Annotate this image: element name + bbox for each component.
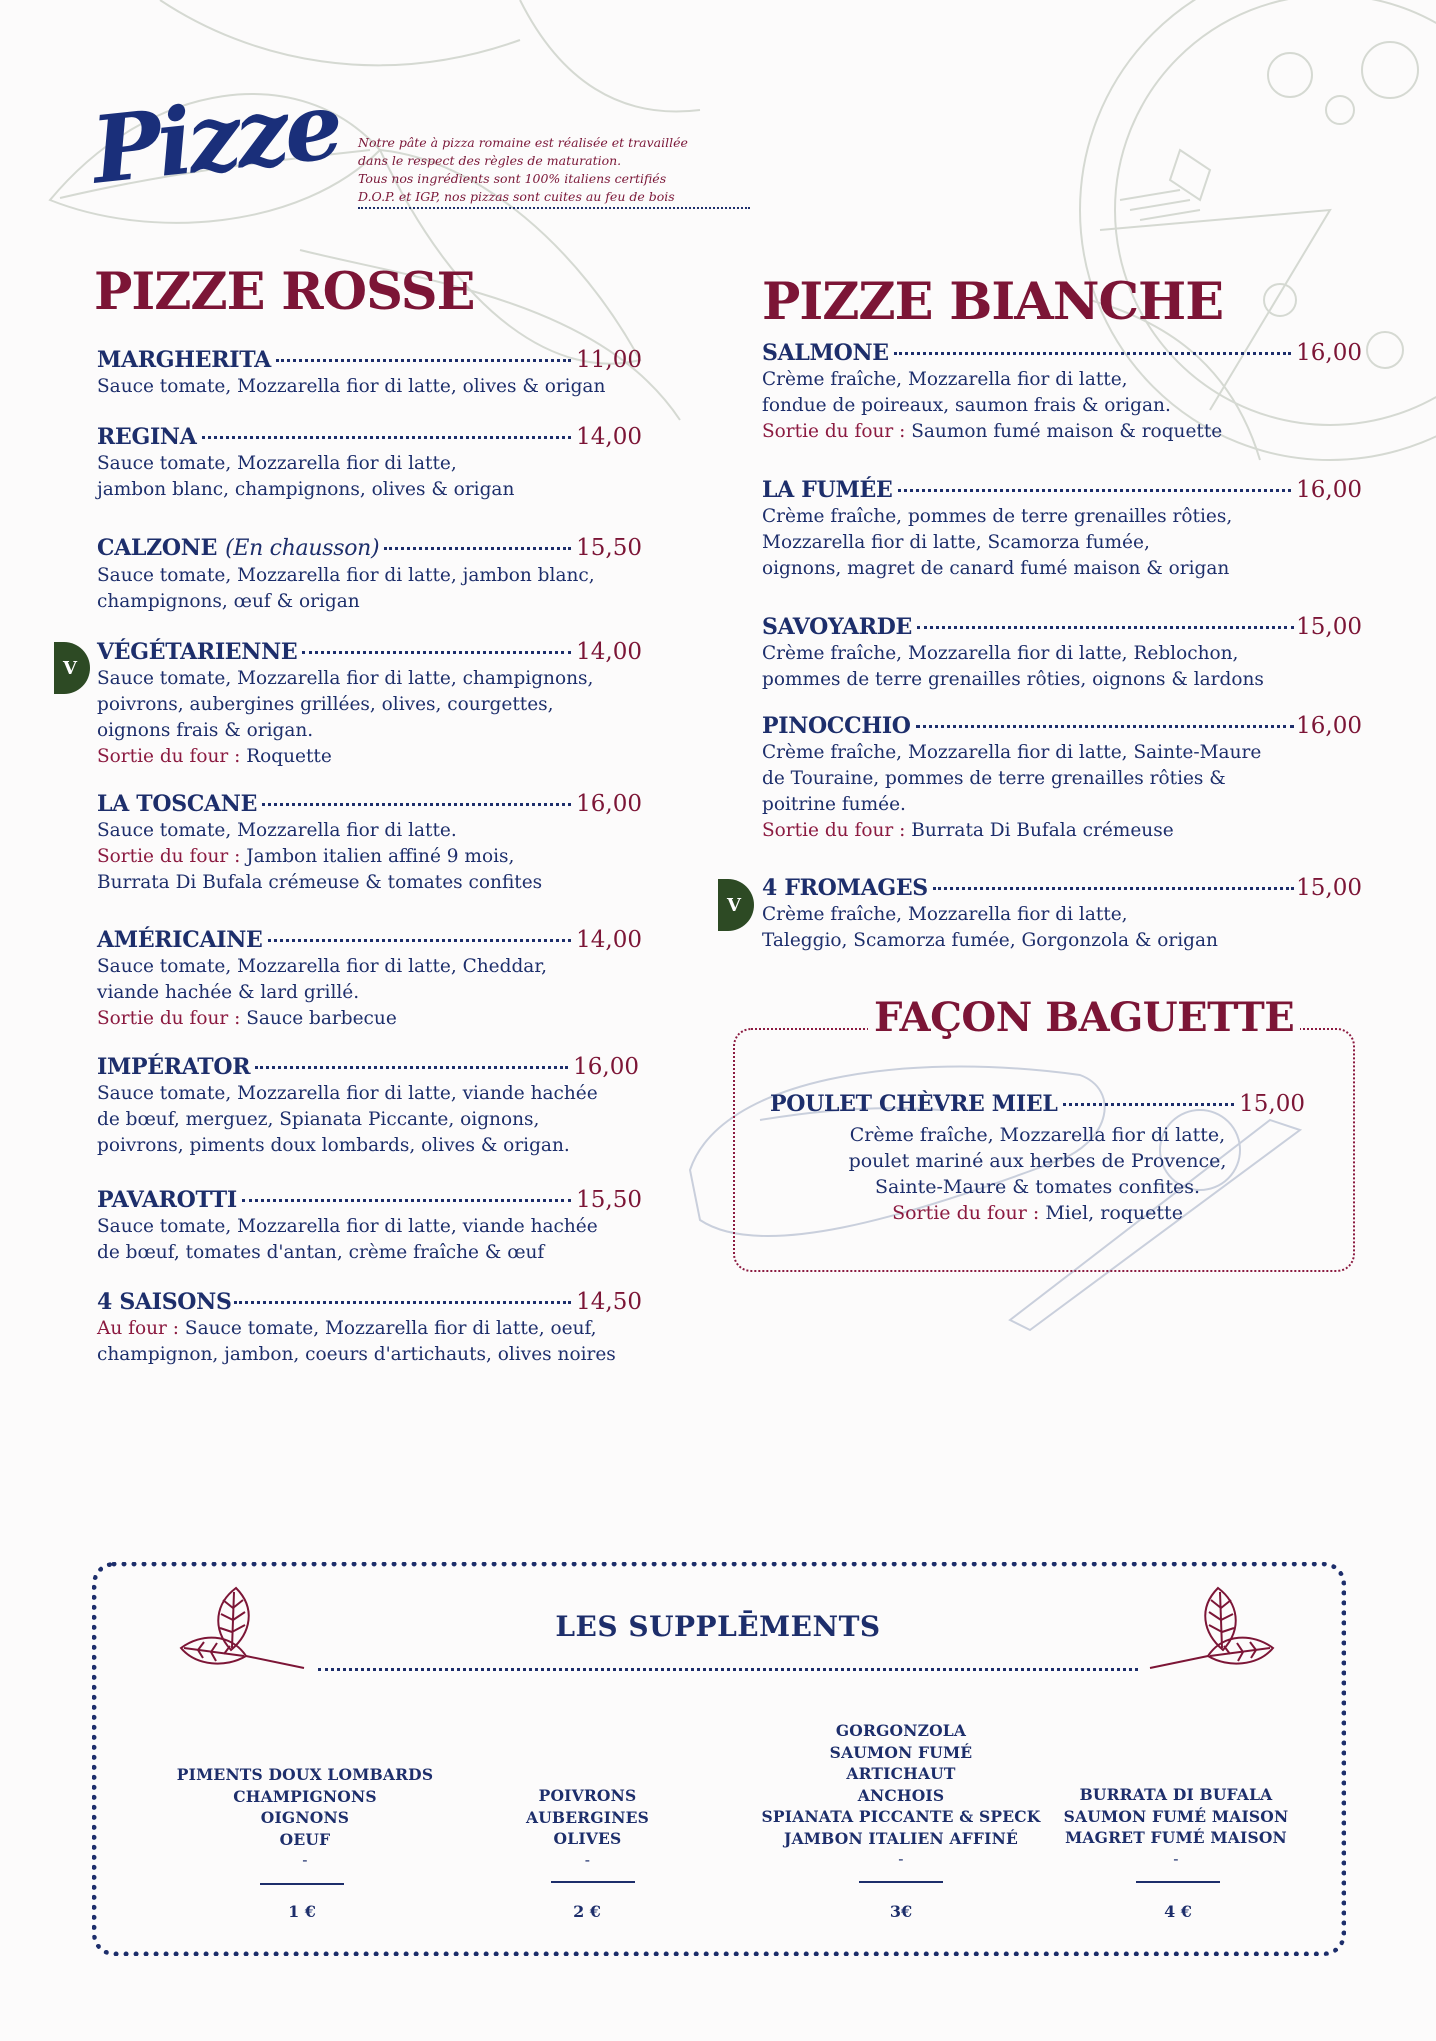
item-description: Sauce tomate, Mozzarella fior di latte, jambon blanc, champignons, olives & origan (97, 453, 515, 500)
item-name: MARGHERITA (97, 347, 271, 373)
menu-item-pavarotti (97, 1186, 642, 1266)
menu-item-imperator (97, 1053, 639, 1159)
item-name: VÉGÉTARIENNE (97, 639, 298, 665)
item-description: Sauce tomate, Mozzarella fior di latte. Sortie du four : Jambon italien affiné 9 mois, Burrata Di Bufala crémeuse & tomates confites (97, 820, 543, 893)
section-title-rosse: PIZZE ROSSE (94, 262, 475, 322)
supplements-divider (318, 1668, 1138, 1671)
item-subtitle: (En chausson) (225, 536, 380, 561)
item-description: Sauce tomate, Mozzarella fior di latte, champignons, poivrons, aubergines grillées, olives, courgettes, oignons frais & origan. Sortie du four : Roquette (97, 668, 594, 767)
item-price: 16,00 (1296, 340, 1362, 366)
item-name: PINOCCHIO (762, 713, 911, 739)
menu-item-poulet-chevre-miel (770, 1090, 1305, 1226)
item-name: REGINA (97, 424, 197, 450)
item-description: Crème fraîche, Mozzarella fior di latte, fondue de poireaux, saumon frais & origan. Sortie du four : Saumon fumé maison & roquette (762, 369, 1223, 442)
menu-item-pinocchio (762, 712, 1362, 844)
hl-label: Sortie du four : (97, 746, 241, 767)
supplement-price-1: 1 € (288, 1902, 316, 1921)
hl-label: Sortie du four : (762, 820, 906, 841)
menu-item-margherita (97, 346, 642, 400)
item-price: 14,00 (576, 424, 642, 450)
supplement-items: GORGONZOLA SAUMON FUMÉ ARTICHAUT ANCHOIS SPIANATA PICCANTE & SPECK JAMBON ITALIEN AFFINÉ (761, 1721, 1041, 1848)
supplement-underline (1136, 1881, 1220, 1883)
supplements-title: LES SUPPLĒMENTS (555, 1610, 881, 1643)
supplement-group-1 (160, 1764, 450, 1872)
item-description: Au four : Sauce tomate, Mozzarella fior di latte, oeuf, champignon, jambon, coeurs d'artichauts, olives noires (97, 1318, 616, 1365)
hl-label: Sortie du four : (892, 1202, 1040, 1224)
item-price: 15,00 (1239, 1091, 1305, 1117)
item-description: Crème fraîche, Mozzarella fior di latte, poulet mariné aux herbes de Provence, Sainte-Maure & tomates confites. Sortie du four : Miel, roquette (848, 1124, 1227, 1224)
item-price: 15,50 (576, 535, 642, 561)
intro-divider (358, 207, 750, 209)
supplement-price-3: 3€ (889, 1902, 913, 1921)
item-price: 14,50 (576, 1289, 642, 1315)
item-description: Sauce tomate, Mozzarella fior di latte, jambon blanc, champignons, œuf & origan (97, 565, 595, 612)
menu-item-regina (97, 423, 642, 503)
hl-label: Au four : (97, 1318, 180, 1339)
menu-item-4-fromages (762, 874, 1362, 954)
item-name: AMÉRICAINE (97, 927, 263, 953)
item-description: Sauce tomate, Mozzarella fior di latte, olives & origan (97, 376, 606, 397)
menu-item-la-fumee (762, 476, 1362, 582)
pizze-logo: Pizze (87, 71, 345, 205)
supplement-price-2: 2 € (573, 1902, 601, 1921)
item-description: Crème fraîche, Mozzarella fior di latte, Taleggio, Scamorza fumée, Gorgonzola & origan (762, 904, 1218, 951)
supplement-items: BURRATA DI BUFALA SAUMON FUMÉ MAISON MAGRET FUMÉ MAISON (1063, 1785, 1289, 1847)
item-name: LA FUMÉE (762, 477, 893, 503)
item-price: 16,00 (1296, 477, 1362, 503)
menu-item-salmone (762, 339, 1362, 445)
supplement-group-3 (750, 1720, 1052, 1871)
item-price: 15,00 (1296, 875, 1362, 901)
supplement-group-4 (1060, 1784, 1292, 1870)
item-name: IMPÉRATOR (97, 1054, 251, 1080)
item-description: Sauce tomate, Mozzarella fior di latte, Cheddar, viande hachée & lard grillé. Sortie du four : Sauce barbecue (97, 956, 548, 1029)
item-price: 15,50 (576, 1187, 642, 1213)
item-price: 15,00 (1296, 614, 1362, 640)
dash: - (302, 1851, 308, 1869)
item-price: 16,00 (1296, 713, 1362, 739)
hl-label: Sortie du four : (97, 1008, 241, 1029)
item-description: Sauce tomate, Mozzarella fior di latte, viande hachée de bœuf, merguez, Spianata Piccante, oignons, poivrons, piments doux lombards, olives & origan. (97, 1083, 598, 1156)
item-price: 11,00 (576, 347, 642, 373)
menu-item-4-saisons (97, 1288, 642, 1368)
supplement-items: POIVRONS AUBERGINES OLIVES (525, 1786, 649, 1848)
menu-item-americaine (97, 926, 642, 1032)
supplement-underline (859, 1881, 943, 1883)
item-price: 14,00 (576, 927, 642, 953)
item-name: 4 SAISONS (97, 1289, 232, 1315)
item-name: SALMONE (762, 340, 889, 366)
menu-item-calzone (97, 534, 642, 615)
dash: - (584, 1850, 591, 1869)
menu-item-vegetarienne (97, 638, 642, 770)
hl-label: Sortie du four : (97, 846, 241, 867)
supplement-price-4: 4 € (1164, 1902, 1192, 1921)
item-name: 4 FROMAGES (762, 875, 928, 901)
item-price: 16,00 (573, 1054, 639, 1080)
item-description: Crème fraîche, Mozzarella fior di latte, Reblochon, pommes de terre grenailles rôties, oignons & lardons (762, 643, 1264, 690)
item-name: CALZONE (En chausson) (97, 535, 380, 561)
item-description: Crème fraîche, Mozzarella fior di latte, Sainte-Maure de Touraine, pommes de terre grenailles rôties & poitrine fumée. Sortie du four : Burrata Di Bufala crémeuse (762, 742, 1262, 841)
section-title-baguette: FAÇON BAGUETTE (868, 994, 1300, 1041)
vegetarian-badge: V (54, 642, 90, 694)
menu-item-savoyarde (762, 613, 1362, 693)
section-title-bianche: PIZZE BIANCHE (762, 272, 1224, 332)
hl-label: Sortie du four : (762, 421, 906, 442)
supplement-items: PIMENTS DOUX LOMBARDS CHAMPIGNONS OIGNONS OEUF (176, 1765, 434, 1849)
item-description: Crème fraîche, pommes de terre grenailles rôties, Mozzarella fior di latte, Scamorza fumée, oignons, magret de canard fumé maison & origan (762, 506, 1233, 579)
dash: - (1173, 1849, 1179, 1868)
supplement-underline (260, 1883, 344, 1885)
item-price: 16,00 (576, 791, 642, 817)
item-price: 14,00 (576, 639, 642, 665)
item-description: Sauce tomate, Mozzarella fior di latte, viande hachée de bœuf, tomates d'antan, crème fraîche & œuf (97, 1216, 598, 1263)
vegetarian-badge: V (718, 879, 754, 931)
item-name: PAVAROTTI (97, 1187, 237, 1213)
item-name: SAVOYARDE (762, 614, 913, 640)
intro-text: Notre pâte à pizza romaine est réalisée et travaillée dans le respect des règles de maturation. Tous nos ingrédients sont 100% italiens certifiés D.O.P. et IGP, nos pizzas sont cuites au feu de bois (358, 135, 688, 204)
dash: - (898, 1850, 904, 1868)
item-name: LA TOSCANE (97, 791, 258, 817)
supplement-underline (551, 1881, 635, 1883)
menu-item-la-toscane (97, 790, 642, 896)
item-name: POULET CHÈVRE MIEL (770, 1091, 1058, 1117)
supplement-group-2 (500, 1785, 675, 1871)
